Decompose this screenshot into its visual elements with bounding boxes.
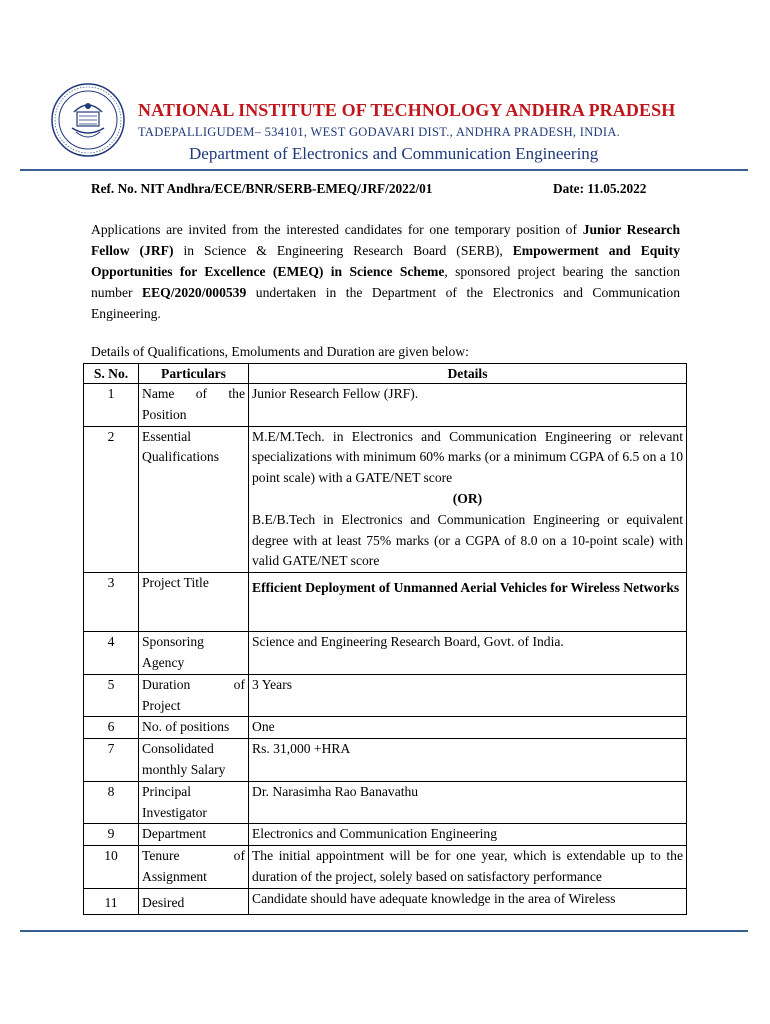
row-sno: 5	[84, 674, 139, 717]
row-detail: The initial appointment will be for one year, which is extendable up to the duration of the project, solely based on satisfactory performance	[249, 846, 687, 889]
reference-number: Ref. No. NIT Andhra/ECE/BNR/SERB-EMEQ/JRF/2022/01	[91, 181, 433, 196]
table-row	[84, 717, 687, 739]
details-intro: Details of Qualifications, Emoluments and Duration are given below:	[91, 344, 469, 359]
row-detail: One	[249, 717, 687, 739]
header-particulars: Particulars	[139, 364, 249, 384]
row-sno: 3	[84, 573, 139, 632]
table-row	[84, 824, 687, 846]
table-row	[84, 384, 687, 427]
institute-address: TADEPALLIGUDEM– 534101, WEST GODAVARI DIST., ANDHRA PRADESH, INDIA.	[138, 125, 621, 139]
row-detail: Electronics and Communication Engineering	[249, 824, 687, 846]
row-sno: 9	[84, 824, 139, 846]
nit-emblem-icon	[50, 82, 126, 158]
intro-paragraph: Applications are invited from the interested candidates for one temporary position of Junior Research Fellow (JRF) in Science & Engineering Research Board (SERB), Empowerment and Equity Opportunities for Excellence (EMEQ) in Science Scheme, sponsored project bearing the sanction number EEQ/2020/000539 undertaken in the Department of the Electronics and Communication Engineering.	[91, 222, 680, 321]
scheme-name: Empowerment and Equity Opportunities for Excellence (EMEQ) in Science Scheme	[91, 243, 680, 279]
table-row	[84, 781, 687, 824]
footer-divider	[20, 930, 748, 932]
qualification-mtech: M.E/M.Tech. in Electronics and Communication Engineering or relevant specializations with minimum 60% marks (or a minimum CGPA of 6.5 on a 10 point scale) with a GATE/NET score	[252, 428, 683, 486]
institute-name: NATIONAL INSTITUTE OF TECHNOLOGY ANDHRA PRADESH	[138, 100, 676, 120]
row-particular: Project Title	[139, 573, 249, 632]
row-detail: Junior Research Fellow (JRF).	[249, 384, 687, 427]
row-detail: Dr. Narasimha Rao Banavathu	[249, 781, 687, 824]
row-particular: Duration of Project	[139, 674, 249, 717]
row-particular: Name of the Position	[139, 384, 249, 427]
row-detail: Candidate should have adequate knowledge in the area of Wireless	[249, 888, 687, 914]
row-particular: Desired	[139, 888, 249, 914]
row-particular: No. of positions	[139, 717, 249, 739]
row-detail	[249, 426, 687, 573]
table-row	[84, 846, 687, 889]
department-name: Department of Electronics and Communication Engineering	[189, 144, 599, 163]
row-particular: Tenure of Assignment	[139, 846, 249, 889]
table-row	[84, 739, 687, 782]
table-row	[84, 632, 687, 675]
row-sno: 4	[84, 632, 139, 675]
project-title: Efficient Deployment of Unmanned Aerial Vehicles for Wireless Networks	[249, 573, 687, 632]
row-sno: 1	[84, 384, 139, 427]
row-detail: 3 Years	[249, 674, 687, 717]
row-sno: 2	[84, 426, 139, 573]
row-particular: Department	[139, 824, 249, 846]
qualification-btech: B.E/B.Tech in Electronics and Communication Engineering or equivalent degree with at least 75% marks (or a CGPA of 8.0 on a 10-point scale) with valid GATE/NET score	[252, 511, 683, 569]
qualification-or: (OR)	[452, 490, 483, 506]
qualifications-table	[83, 363, 687, 915]
table-row	[84, 573, 687, 632]
header-sno: S. No.	[84, 364, 139, 384]
table-row	[84, 426, 687, 573]
notice-date: Date: 11.05.2022	[553, 181, 647, 196]
header-divider	[20, 169, 748, 171]
table-row	[84, 674, 687, 717]
row-sno: 10	[84, 846, 139, 889]
row-particular: Essential Qualifications	[139, 426, 249, 573]
row-particular: Principal Investigator	[139, 781, 249, 824]
position-name: Junior Research Fellow (JRF)	[91, 222, 680, 258]
salary-detail: Rs. 31,000 +HRA	[249, 739, 687, 782]
row-particular: Sponsoring Agency	[139, 632, 249, 675]
header-details: Details	[249, 364, 687, 384]
table-row	[84, 888, 687, 914]
row-detail: Science and Engineering Research Board, Govt. of India.	[249, 632, 687, 675]
table-header-row	[84, 364, 687, 384]
row-sno: 7	[84, 739, 139, 782]
row-sno: 6	[84, 717, 139, 739]
sanction-number: EEQ/2020/000539	[142, 285, 247, 300]
row-sno: 8	[84, 781, 139, 824]
row-sno: 11	[84, 888, 139, 914]
row-particular: Consolidated monthly Salary	[139, 739, 249, 782]
